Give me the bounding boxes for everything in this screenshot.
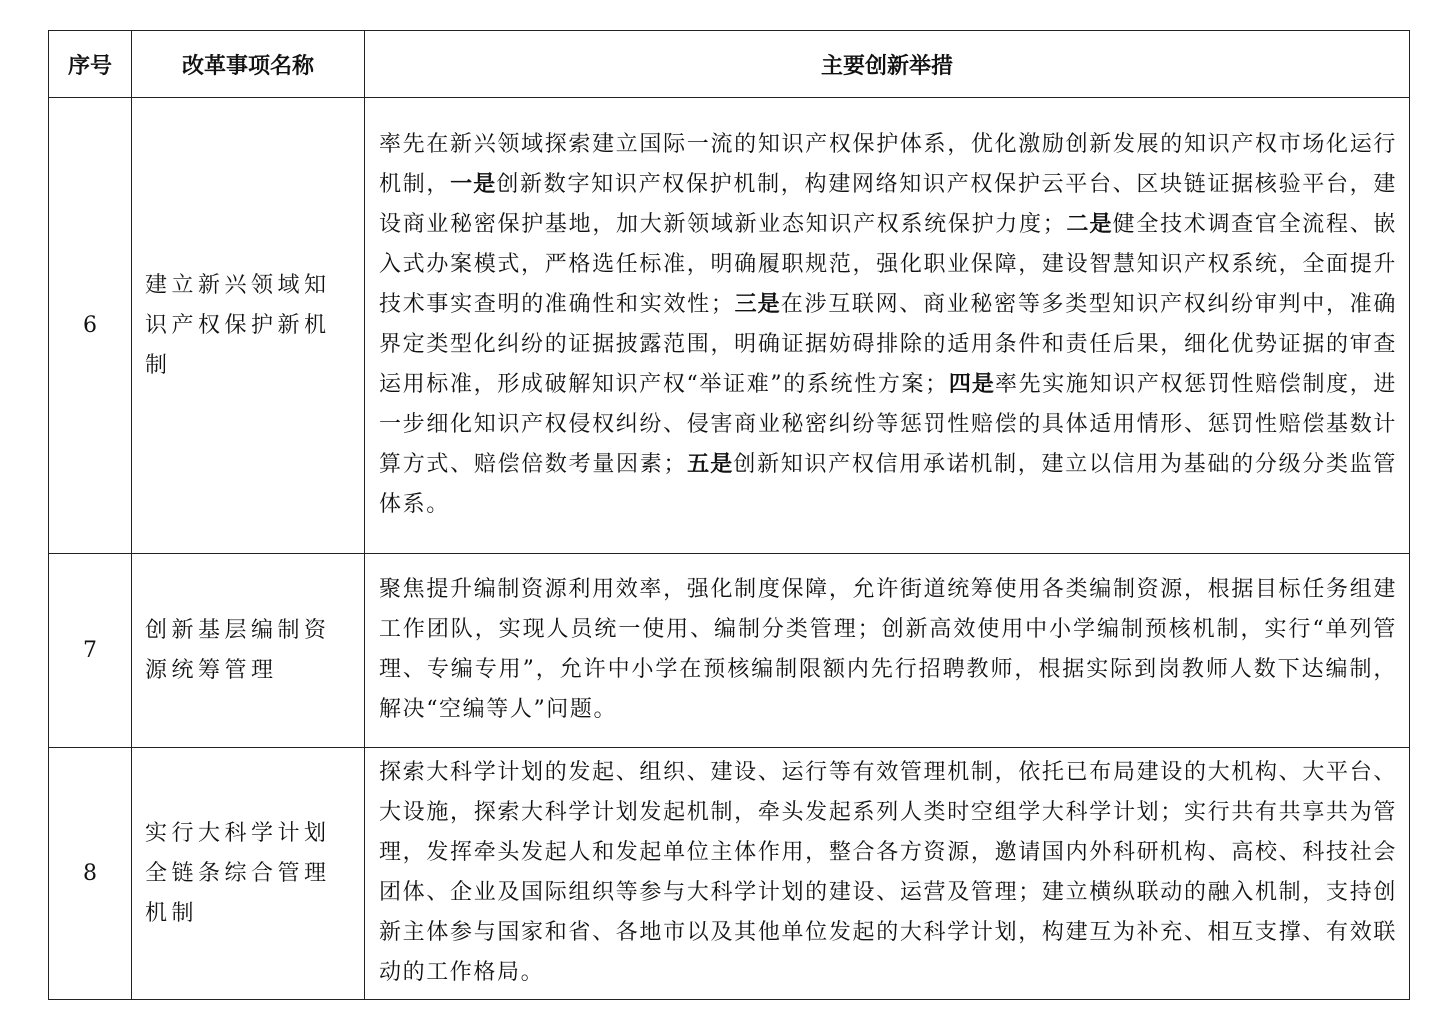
measures-text-2: 健全技术调查官全流程、嵌入式办案模式，严格选任标准，明确履职规范，强化职业保障，建设智慧知识产权系统，全面提升技术事实查明的准确性和实效性； xyxy=(379,211,1398,317)
measures-text-3: 在涉互联网、商业秘密等多类型知识产权纠纷审判中，准确界定类型化纠纷的证据披露范围，明确证据妨碍排除的适用条件和责任后果，细化优势证据的审查运用标准，形成破解知识产权“举证难”的系统性方案； xyxy=(379,291,1397,397)
reform-measures-table xyxy=(48,30,1410,1000)
table-row xyxy=(49,98,1410,554)
row-name: 建立新兴领域知识产权保护新机制 xyxy=(132,98,365,554)
row-index: 8 xyxy=(49,748,132,1000)
row-index: 6 xyxy=(49,98,132,554)
header-index: 序号 xyxy=(49,31,132,98)
keyword-5: 五是 xyxy=(687,451,734,477)
table-row xyxy=(49,554,1410,748)
row-name: 实行大科学计划全链条综合管理机制 xyxy=(132,748,365,1000)
measures-intro: 率先在新兴领域探索建立国际一流的知识产权保护体系，优化激励创新发展的知识产权市场化运行机制， xyxy=(379,131,1397,197)
keyword-1: 一是 xyxy=(450,171,497,197)
keyword-2: 二是 xyxy=(1066,211,1113,237)
header-name: 改革事项名称 xyxy=(132,31,365,98)
row-measures: 聚焦提升编制资源利用效率，强化制度保障，允许街道统筹使用各类编制资源，根据目标任务组建工作团队，实现人员统一使用、编制分类管理；创新高效使用中小学编制预核机制，实行“单列管理、专编专用”，允许中小学在预核编制限额内先行招聘教师，根据实际到岗教师人数下达编制，解决“空编等人”问题。 xyxy=(365,554,1410,748)
row-measures xyxy=(365,98,1410,554)
keyword-3: 三是 xyxy=(734,291,781,317)
keyword-4: 四是 xyxy=(948,371,995,397)
measures-text-1: 创新数字知识产权保护机制，构建网络知识产权保护云平台、区块链证据核验平台，建设商业秘密保护基地，加大新领域新业态知识产权系统保护力度； xyxy=(379,171,1397,237)
table-row xyxy=(49,748,1410,1000)
row-name: 创新基层编制资源统筹管理 xyxy=(132,554,365,748)
header-measures: 主要创新举措 xyxy=(365,31,1410,98)
row-measures: 探索大科学计划的发起、组织、建设、运行等有效管理机制，依托已布局建设的大机构、大平台、大设施，探索大科学计划发起机制，牵头发起系列人类时空组学大科学计划；实行共有共享共为管理，发挥牵头发起人和发起单位主体作用，整合各方资源，邀请国内外科研机构、高校、科技社会团体、企业及国际组织等参与大科学计划的建设、运营及管理；建立横纵联动的融入机制，支持创新主体参与国家和省、各地市以及其他单位发起的大科学计划，构建互为补充、相互支撑、有效联动的工作格局。 xyxy=(365,748,1410,1000)
row-index: 7 xyxy=(49,554,132,748)
measures-text-5: 创新知识产权信用承诺机制，建立以信用为基础的分级分类监管体系。 xyxy=(379,451,1397,517)
measures-text-4: 率先实施知识产权惩罚性赔偿制度，进一步细化知识产权侵权纠纷、侵害商业秘密纠纷等惩罚性赔偿的具体适用情形、惩罚性赔偿基数计算方式、赔偿倍数考量因素； xyxy=(379,371,1398,477)
table-header-row xyxy=(49,31,1410,98)
